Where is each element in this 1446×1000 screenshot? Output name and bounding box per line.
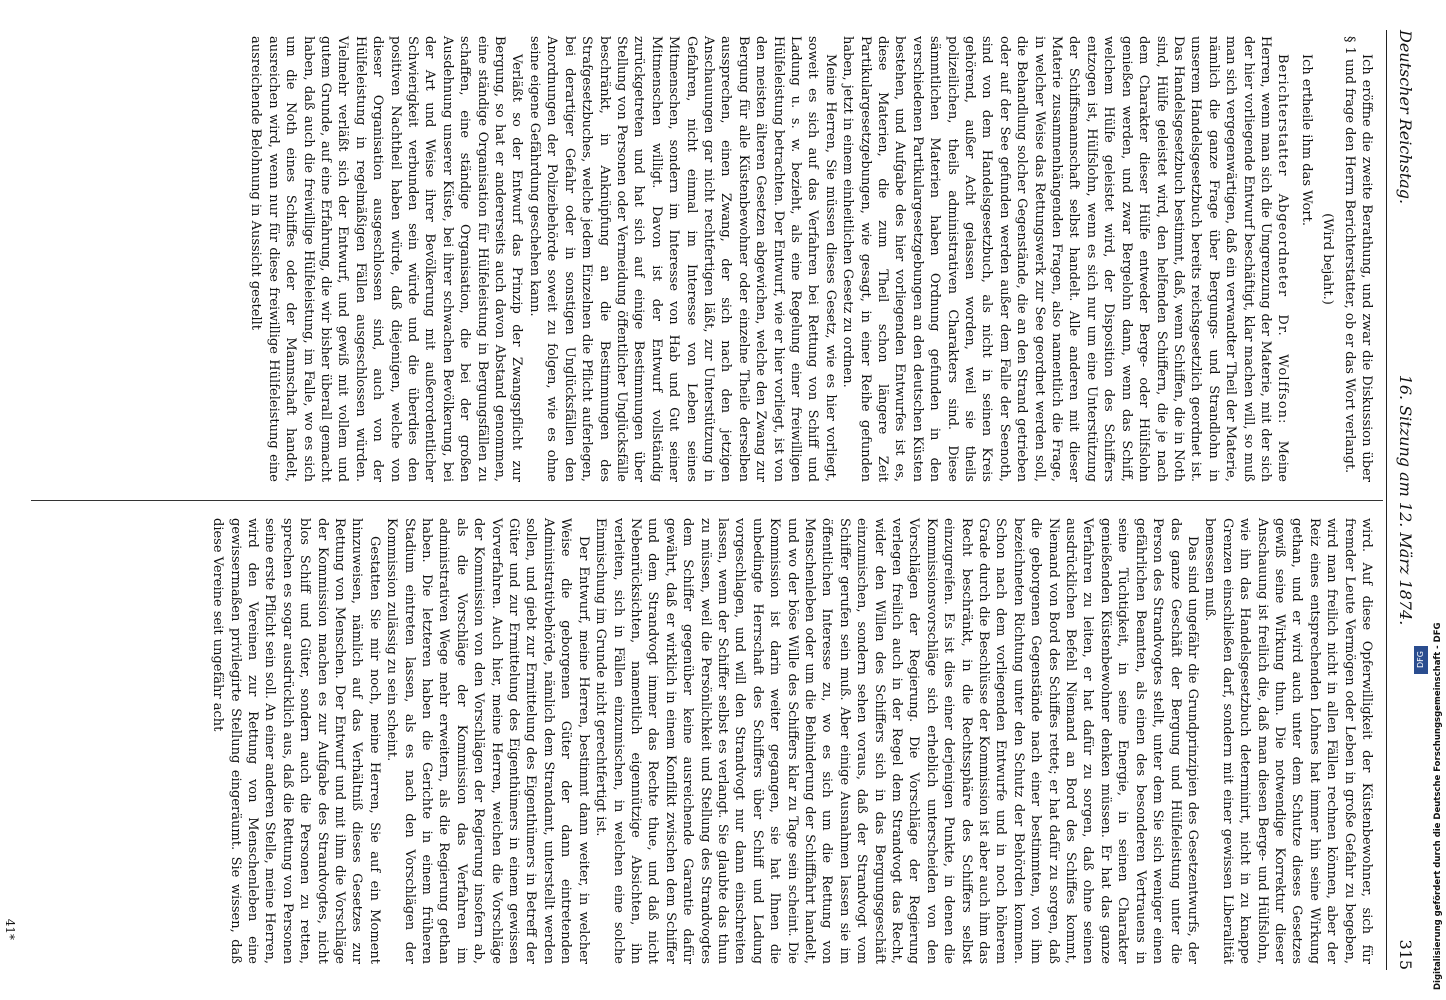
speech-text: Meine Herren, wenn man sich die Umgrenzung der Materie, mit der sich der hier vorliegende Entwurf beschäftigt, klar machen will, so muß man sich vergegenwärtigen, daß ein verwandter Theil der Materie, nämlich die ganze Frage über Bergungs- und Strandlohn in unserem Handelsgesetzbuch bereits reichsgesetzlich geordnet ist. Das Handelsgesetzbuch bestimmt, daß, wenn Schiffen, die in Noth sind, Hülfe geleistet wird, den helfenden Schiffern, die je nach dem Charakter dieser Hülfe entweder Berge- oder Hülfslohn genießen werden, und zwar Bergelohn dann, wenn das Schiff, welchem Hülfe geleistet wird, der Disposition des Schiffers entzogen ist, Hülfslohn, wenn es sich nur um eine Unterstützung der Schiffsmannschaft selbst handelt. Alle anderen mit dieser Materie zusammenhängenden Fragen, also namentlich die Frage, in welcher Weise das Rettungswerk zur See geordnet werden soll, die Behandlung solcher Gegenstände, die an den Strand getrieben oder auf der See gefunden werden außer dem Falle der Seenoth, sind von dem Handelsgesetzbuch, als nicht in seinen Kreis gehörend, außer Acht gelassen worden, weil sie theils polizeilichen, theils administrativen Charakters sind. Diese sämmtlichen Materien haben Ordnung gefunden in den verschiedenen Partikulargesetzgebungen an den deutschen Küsten bestehen, und Aufgabe des hier vorliegenden Entwurfes ist es, diese Materien, die zum Theil schon längere Zeit Partikulargesetzgebungen, wie gesagt, in einer Reihe gefunden haben, jetzt in einem einheitlichen Gesetz zu ordnen. bbox=[840, 36, 1291, 482]
body-paragraph: Der Entwurf, meine Herren, bestimmt dann weiter, in welcher Weise die geborgenen Güter der dann eintretenden Administrativbehörde, nämlich dem Strandamt, unterstellt werden sollen, und giebt zur Ermittelung des Eigenthümers in Betreff der Güter und zur Ermittelung des Eigenthümers in einem gewissen Vorverfahren. Auch hier, meine Herren, weichen die Vorschläge der Kommission von den Vorschlägen der Regierung insofern ab, als die Vorschläge der Kommission das Verfahren im administrativen Wege mehr erweitern, als die Regierung gethan haben. Die letzteren haben die Gerichte in einem früheren Stadium eintreten lassen, als es nach den Vorschlägen der Kommission zulässig zu sein scheint. bbox=[384, 518, 591, 964]
stage-direction: (Wird bejaht.) bbox=[1320, 213, 1336, 305]
body-paragraph: wird. Auf diese Opferwilligkeit der Küstenbewohner, sich für fremder Leute Vermögen oder Leben in große Gefahr zu begeben, wird man freilich nicht in allen Fällen rechnen können, aber der Reiz eines entsprechenden Lohnes hat immer hin seine Wirkung gethan, und er wird auch unter dem Schutze dieses Gesetzes gewiß seine Wirkung thun. Die notwendige Korrektur dieser Anschauung ist freilich die, daß man diesen Berge- und Hülfslohn, wie ihn das Handelsgesetzbuch determinirt, nicht in zu knappe Grenzen einschließen darf, sondern mit einer gewissen Liberalität bemessen muß. bbox=[1202, 518, 1374, 964]
body-paragraph: Gestatten Sie mir noch, meine Herren, Sie auf ein Moment hinzuweisen, nämlich auf das Verhältniß dieses Gesetzes zur Rettung von Menschen. Der Entwurf und mit ihm die Vorschläge der Kommission machen es zur Aufgabe des Strandvogtes, nicht blos Schiff und Güter, sondern auch die Personen zu retten, sprechen es sogar ausdrücklich aus, daß die Rettung von Personen seine erste Pflicht sein soll. An einer anderen Stelle, meine Herren, wird den Vereinen zur Rettung von Menschenleben eine gewissermaßen privilegirte Stellung eingeräumt. Sie wissen, daß diese Vereine seit ungefähr acht bbox=[210, 518, 382, 964]
signature-mark: 41* bbox=[3, 918, 17, 940]
scanned-page bbox=[1, 20, 1431, 980]
body-paragraph: Ich eröffne die zweite Berathung, und zwar die Diskussion über § 1 und frage den Herrn Berichterstatter, ob er das Wort verlangt. bbox=[1341, 36, 1374, 482]
dfg-logo: DFG bbox=[1414, 646, 1428, 674]
page-header bbox=[1387, 30, 1415, 970]
header-publication: Deutscher Reichstag. bbox=[1396, 30, 1415, 205]
speech-paragraph bbox=[839, 36, 1292, 482]
dfg-watermark bbox=[1414, 622, 1443, 990]
right-column bbox=[31, 518, 1375, 964]
header-session: 16. Sitzung am 12. März 1874. bbox=[1396, 374, 1415, 626]
body-paragraph: Meine Herren, Sie müssen dieses Gesetz, wie es hier vorliegt, soweit es sich auf das Verfahren bei Rettung von Schiff und Ladung u. s. w. bezieht, als eine Regelung einer freiwilligen Hülfeleistung betrachten. Der Entwurf, wie er hier vorliegt, ist von den meisten älteren Gesetzen abgewichen, welche den Zwang zur Bergung für alle Küstenbewohner oder einzelne Theile derselben aussprechen, einen Zwang, der sich nach den jetzigen Anschauungen gar nicht rechtfertigen läßt, zur Unterstützung in Gefahren, nicht einmal im Interesse von Leben seines Mitmenschen, sondern im Interesse von Hab und Gut seiner Mitmenschen willigt. Davon ist der Entwurf vollständig zurückgetreten und hat sich auf einige Bestimmungen über Stellung von Personen oder Vermeidung öffentlicher Unglücksfälle beschränkt, in Anknüpfung an die Bestimmungen des Strafgesetzbuches, welche jedem Einzelnen die Pflicht auferlegen, bei derartiger Gefahr oder in sonstigen Unglücksfällen den Anordnungen der Polizeibehörde soweit zu folgen, wie es ohne seine eigene Gefährdung geschehen kann. bbox=[526, 36, 838, 482]
column-divider bbox=[31, 500, 1383, 501]
watermark-text: Digitalisierung gefördert durch die Deutsche Forschungsgemeinschaft - DFG bbox=[1433, 622, 1443, 990]
page-number: 315 bbox=[1396, 939, 1415, 970]
body-paragraph: Ich ertheile ihm das Wort. bbox=[1298, 54, 1314, 227]
speaker-name: Berichterstatter Abgeordneter Dr. Wolffson: bbox=[1275, 54, 1291, 425]
body-paragraph: Das sind ungefähr die Grundprinzipien des Gesetzentwurfs, der das ganze Geschäft der Bergung und Hülfeleistung unter die Person des Strandvogtes stellt, unter dem Sie sich weniger einen gefährlichen Beamten, als einen des besonderen Vertrauens in seine Tüchtigkeit, in seine Energie, in seinen Charakter genießenden Küstenbewohner denken müssen. Er hat das ganze Verfahren zu leiten, er hat dafür zu sorgen, daß ohne seinen ausdrücklichen Befehl Niemand an Bord des Schiffes kommt, Niemand von Bord des Schiffes rettet; er hat dafür zu sorgen, daß die geborgenen Gegenstände nach einer bestimmten, von ihm bezeichneten Richtung unter den Schutz der Behörden kommen. Schon nach dem vorliegenden Entwurfe und in noch höherem Grade durch die Beschlüsse der Kommission ist aber auch ihm das Recht beschränkt, in die Rechtssphäre des Schiffers selbst einzugreifen. Es ist dies einer derjenigen Punkte, in denen die Kommissionsvorschläge sich erheblich unterscheiden von den Vorschlägen der Regierung. Die Vorschläge der Regierung verlegen freilich auch in der Regel dem Strandvogt das Recht, wider den Willen des Schiffers sich in das Bergungsgeschäft einzumischen, sondern sehen voraus, daß der Strandvogt vom Schiffer gerufen sein muß. Aber einige Ausnahmen lassen sie im öffentlichen Interesse zu, wo es sich um die Rettung von Menschenleben oder um die Behinderung der Schifffahrt handelt, und wo der böse Wille des Schiffers klar zu Tage sein scheint. Die Kommission ist darin weiter gegangen, sie hat Ihnen die unbedingte Herrschaft des Schiffers über Schiff und Ladung vorgeschlagen, und will den Strandvogt nur dann einschreiten lassen, wenn der Schiffer selbst es verlangt. Sie glaubte das thun zu müssen, weil die Persönlichkeit und Stellung des Strandvogtes dem Schiffer gegenüber keine ausreichende Garantie dafür gewährt, daß er wirklich in einem Konflikt zwischen dem Schiffer und dem Strandvogt immer das Rechte thue, und daß nicht Nebenrücksichten, namentlich eigennützige Absichten, ihn verleiten, sich in Fällen einzumischen, in welchen eine solche Einmischung im Grunde nicht gerechtfertigt ist. bbox=[593, 518, 1200, 964]
header-rule bbox=[1386, 30, 1387, 970]
body-paragraph: Verläßt so der Entwurf das Prinzip der Zwangspflicht zur Bergung, so hat er andererseits auch davon Abstand genommen, eine ständige Organisation für Hülfeleistung in Bergungsfällen zu schaffen, eine ständige Organisation, die bei der großen Ausdehnung unserer Küste, bei ihrer schwachen Bevölkerung, bei der Art und Weise ihrer Bevölkerung mit außerordentlicher Schwierigkeit verbunden sein würde und die überdies den positiven Nachtheil haben würde, daß diejenigen, welche von dieser Organisation ausgeschlossen sind, auch von der Hülfeleistung in regelmäßigen Fällen ausgeschlossen würden. Vielmehr verläßt sich der Entwurf, und gewiß mit vollem und gutem Grunde, auf eine Erfahrung, die wir bisher überall gemacht haben, daß auch die freiwillige Hülfeleistung, im Falle, wo es sich um die Noth eines Schiffes oder der Mannschaft handelt, ausreichen wird, wenn nur für diese freiwillige Hülfeleistung eine ausreichende Belohnung in Aussicht gestellt bbox=[248, 36, 525, 482]
left-column bbox=[31, 36, 1375, 482]
